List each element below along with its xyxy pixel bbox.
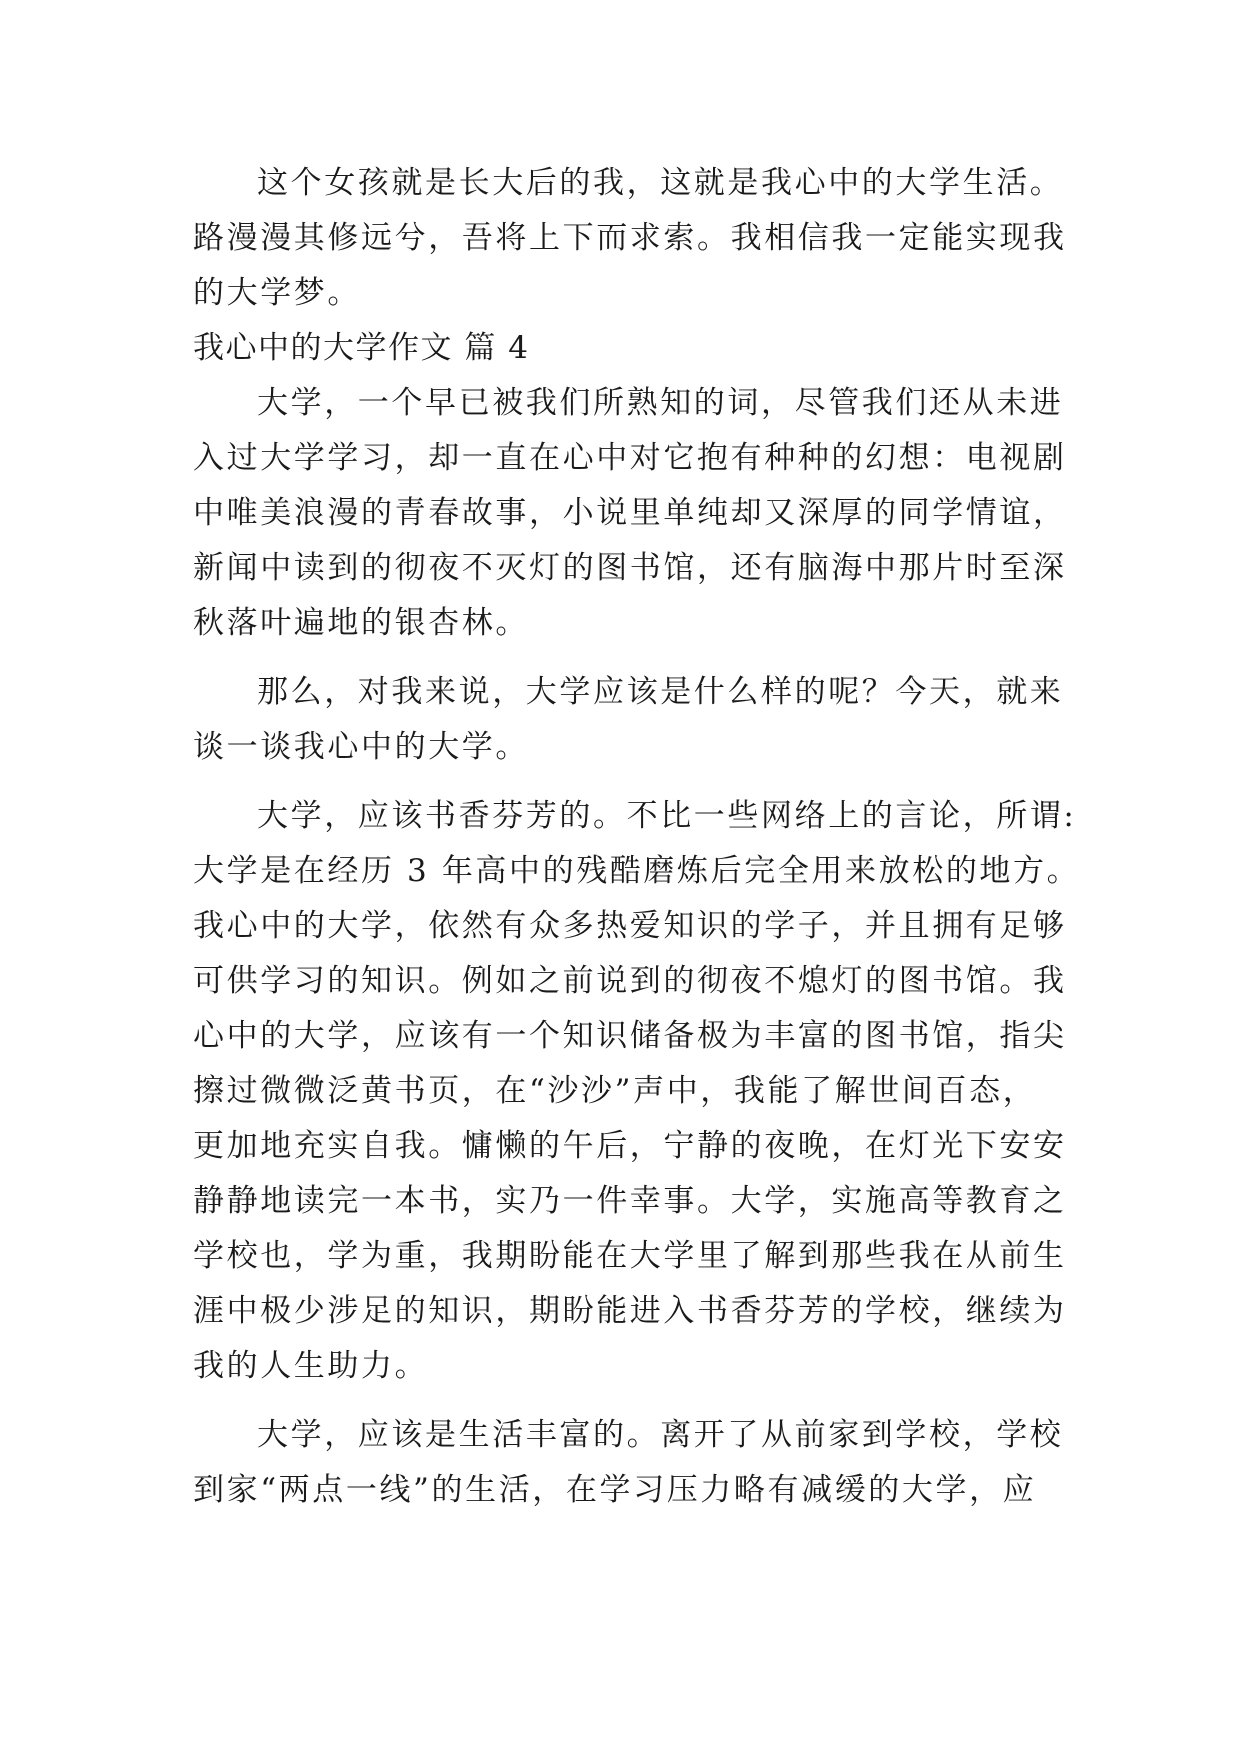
text-line: 学校也，学为重，我期盼能在大学里了解到那些我在从前生 [193,1238,1067,1274]
text-line: 大学，应该是生活丰富的。离开了从前家到学校，学校 [257,1417,1064,1453]
text-line: 这个女孩就是长大后的我，这就是我心中的大学生活。 [257,165,1064,201]
text-line: 入过大学学习，却一直在心中对它抱有种种的幻想：电视剧 [193,440,1067,476]
text-line: 大学是在经历 3 年高中的残酷磨炼后完全用来放松的地方。 [193,853,1081,889]
paragraph-4 [193,789,1081,1394]
text-line: 中唯美浪漫的青春故事，小说里单纯却又深厚的同学情谊， [193,495,1067,531]
text-line: 静静地读完一本书，实乃一件幸事。大学，实施高等教育之 [193,1183,1067,1219]
text-line: 涯中极少涉足的知识，期盼能进入书香芬芳的学校，继续为 [193,1293,1067,1329]
paragraph-3 [193,665,1063,775]
text-line: 秋落叶遍地的银杏林。 [193,605,529,641]
section-title: 我心中的大学作文 篇 4 [193,330,530,366]
text-line: 到家“两点一线”的生活，在学习压力略有减缓的大学，应 [193,1472,1037,1508]
text-line: 大学，应该书香芬芳的。不比一些网络上的言论，所谓: [257,798,1077,834]
text-line: 谈一谈我心中的大学。 [193,729,529,765]
text-line: 大学，一个早已被我们所熟知的词，尽管我们还从未进 [257,385,1064,421]
paragraph-5 [193,1408,1063,1518]
document-body [193,156,1081,1518]
text-line: 我的人生助力。 [193,1348,429,1384]
paragraph-1 [193,156,1067,321]
paragraph-2 [193,376,1067,651]
text-line: 新闻中读到的彻夜不灭灯的图书馆，还有脑海中那片时至深 [193,550,1067,586]
text-line: 更加地充实自我。慵懒的午后，宁静的夜晚，在灯光下安安 [193,1128,1067,1164]
text-line: 可供学习的知识。例如之前说到的彻夜不熄灯的图书馆。我 [193,963,1067,999]
text-line: 心中的大学，应该有一个知识储备极为丰富的图书馆，指尖 [193,1018,1067,1054]
text-line: 那么，对我来说，大学应该是什么样的呢？今天，就来 [257,674,1064,710]
text-line: 擦过微微泛黄书页，在“沙沙”声中，我能了解世间百态， [193,1073,1037,1109]
text-line: 我心中的大学，依然有众多热爱知识的学子，并且拥有足够 [193,908,1067,944]
text-line: 路漫漫其修远兮，吾将上下而求索。我相信我一定能实现我 [193,220,1067,256]
text-line: 的大学梦。 [193,275,361,311]
